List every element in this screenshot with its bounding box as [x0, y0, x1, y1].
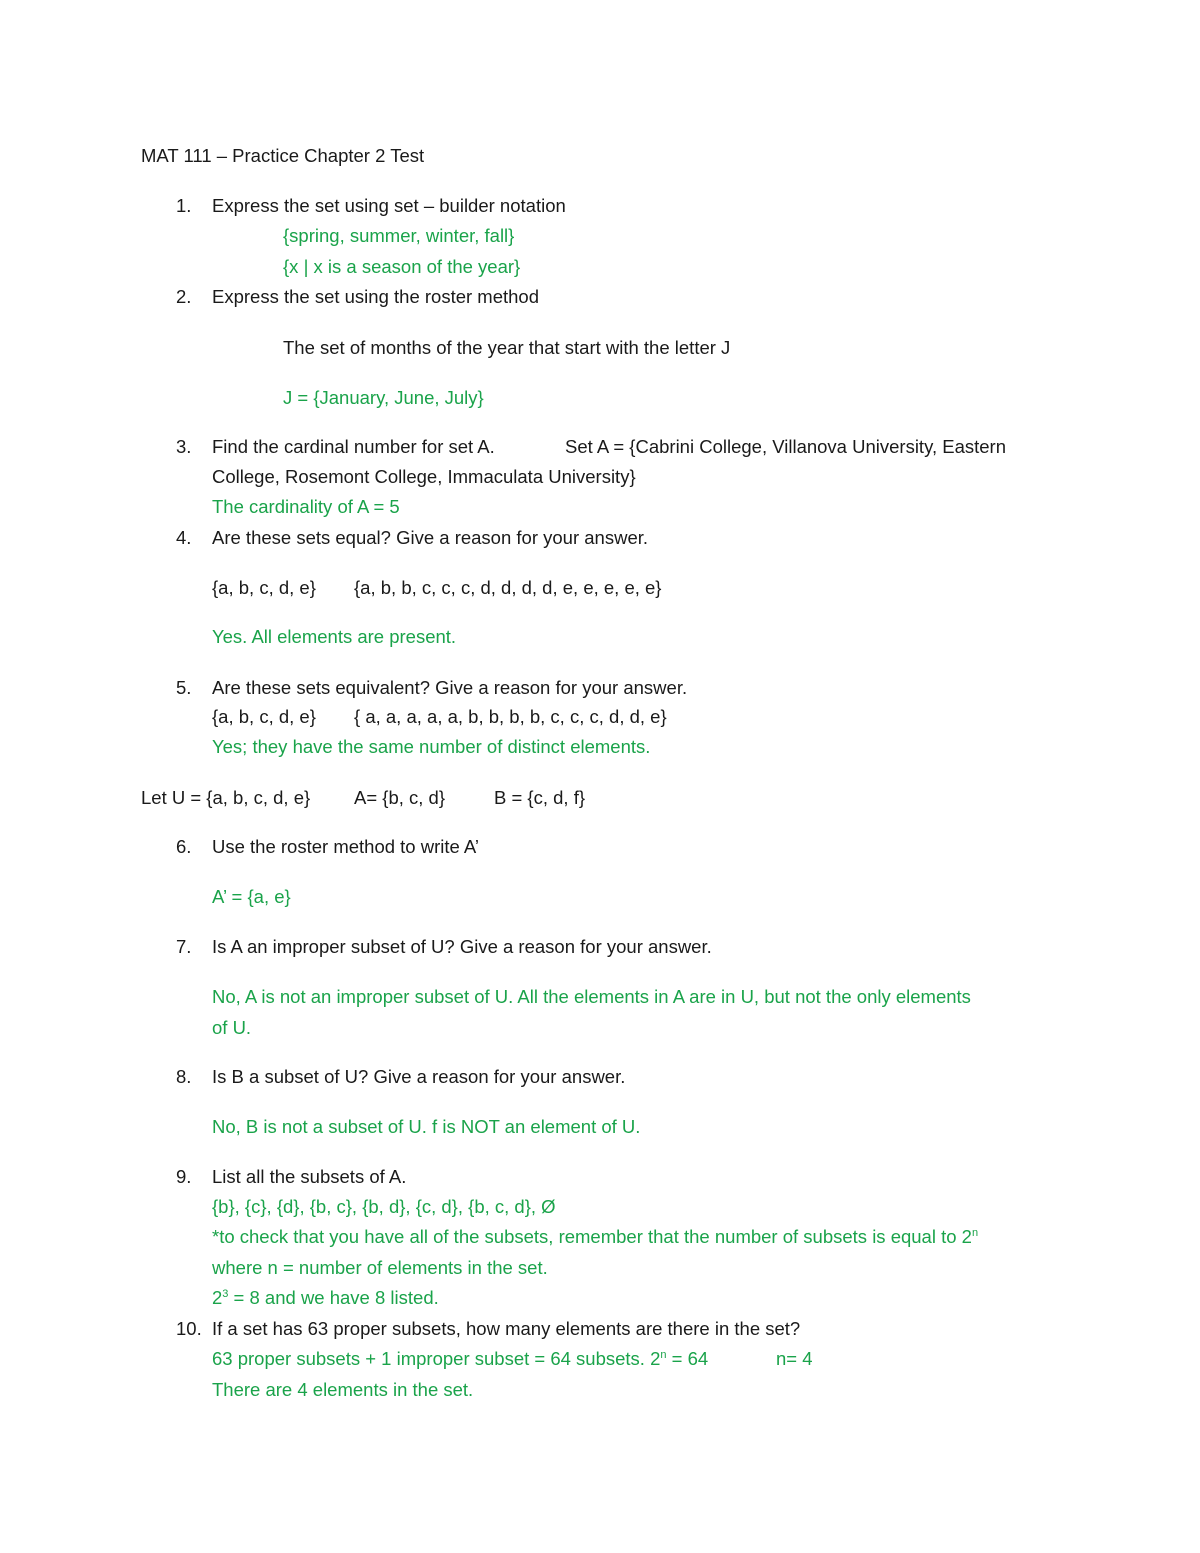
- q5-number: 5.: [176, 677, 192, 698]
- q9-number: 9.: [176, 1166, 192, 1187]
- q4-set2: {a, b, b, c, c, c, d, d, d, d, e, e, e, e, e}: [354, 577, 662, 598]
- q9-note-line2: where n = number of elements in the set.: [212, 1257, 548, 1278]
- q10-number: 10.: [176, 1318, 202, 1339]
- q5-set1: {a, b, c, d, e}: [212, 706, 316, 727]
- q10-answer-line2: There are 4 elements in the set.: [212, 1379, 474, 1400]
- q3-prompt: Find the cardinal number for set A.: [212, 436, 495, 457]
- q2-prompt: Express the set using the roster method: [212, 286, 540, 307]
- q9-answer: {b}, {c}, {d}, {b, c}, {b, d}, {c, d}, {b, c, d}, Ø: [212, 1196, 556, 1217]
- q9-prompt: List all the subsets of A.: [212, 1166, 407, 1187]
- q5-answer: Yes; they have the same number of distinct elements.: [212, 736, 651, 757]
- q7-prompt: Is A an improper subset of U? Give a reason for your answer.: [212, 936, 712, 957]
- q2-given: The set of months of the year that start with the letter J: [283, 337, 731, 358]
- q6-answer: A’ = {a, e}: [212, 886, 291, 907]
- q1-prompt: Express the set using set – builder notation: [212, 195, 566, 216]
- q10-answer-line1: [212, 1348, 708, 1370]
- q9-note-exponent: n: [971, 1227, 979, 1239]
- q3-given-line1: Set A = {Cabrini College, Villanova University, Eastern: [565, 436, 1006, 457]
- q3-answer: The cardinality of A = 5: [212, 496, 400, 517]
- q10-answer-part2: = 64: [666, 1348, 709, 1369]
- q4-answer: Yes. All elements are present.: [212, 626, 457, 647]
- q4-number: 4.: [176, 527, 192, 548]
- q9-check-exponent: 3: [222, 1288, 229, 1300]
- q1-number: 1.: [176, 195, 192, 216]
- q9-check-line: [212, 1287, 439, 1309]
- q5-set2: { a, a, a, a, a, b, b, b, b, c, c, c, d, d, e}: [354, 706, 667, 727]
- q7-answer-line2: of U.: [212, 1017, 252, 1038]
- q1-given-set: {spring, summer, winter, fall}: [283, 225, 515, 246]
- q9-check-base: 2: [212, 1287, 223, 1308]
- q8-number: 8.: [176, 1066, 192, 1087]
- q10-answer-part1: 63 proper subsets + 1 improper subset = 64 subsets. 2: [212, 1348, 661, 1369]
- q10-prompt: If a set has 63 proper subsets, how many elements are there in the set?: [212, 1318, 801, 1339]
- q3-number: 3.: [176, 436, 192, 457]
- q2-number: 2.: [176, 286, 192, 307]
- q3-given-line2: College, Rosemont College, Immaculata University}: [212, 466, 636, 487]
- q10-answer-exponent: n: [660, 1349, 667, 1361]
- q7-number: 7.: [176, 936, 192, 957]
- universal-set-def: Let U = {a, b, c, d, e}: [141, 787, 311, 808]
- set-a-def: A= {b, c, d}: [354, 787, 446, 808]
- q9-check-rest: = 8 and we have 8 listed.: [228, 1287, 439, 1308]
- q4-prompt: Are these sets equal? Give a reason for your answer.: [212, 527, 649, 548]
- set-b-def: B = {c, d, f}: [494, 787, 586, 808]
- q9-note-text: *to check that you have all of the subsets, remember that the number of subsets is equal to 2: [212, 1226, 972, 1247]
- q7-answer-line1: No, A is not an improper subset of U. All the elements in A are in U, but not the only elements: [212, 986, 971, 1007]
- q8-answer: No, B is not a subset of U. f is NOT an element of U.: [212, 1116, 641, 1137]
- q2-answer: J = {January, June, July}: [283, 387, 484, 408]
- q6-number: 6.: [176, 836, 192, 857]
- q4-set1: {a, b, c, d, e}: [212, 577, 316, 598]
- q1-answer: {x | x is a season of the year}: [283, 256, 521, 277]
- q6-prompt: Use the roster method to write A’: [212, 836, 479, 857]
- q9-note-line1: [212, 1226, 978, 1248]
- q5-prompt: Are these sets equivalent? Give a reason for your answer.: [212, 677, 688, 698]
- document-title: MAT 111 – Practice Chapter 2 Test: [141, 145, 425, 166]
- q8-prompt: Is B a subset of U? Give a reason for your answer.: [212, 1066, 626, 1087]
- q10-answer-n: n= 4: [776, 1348, 813, 1369]
